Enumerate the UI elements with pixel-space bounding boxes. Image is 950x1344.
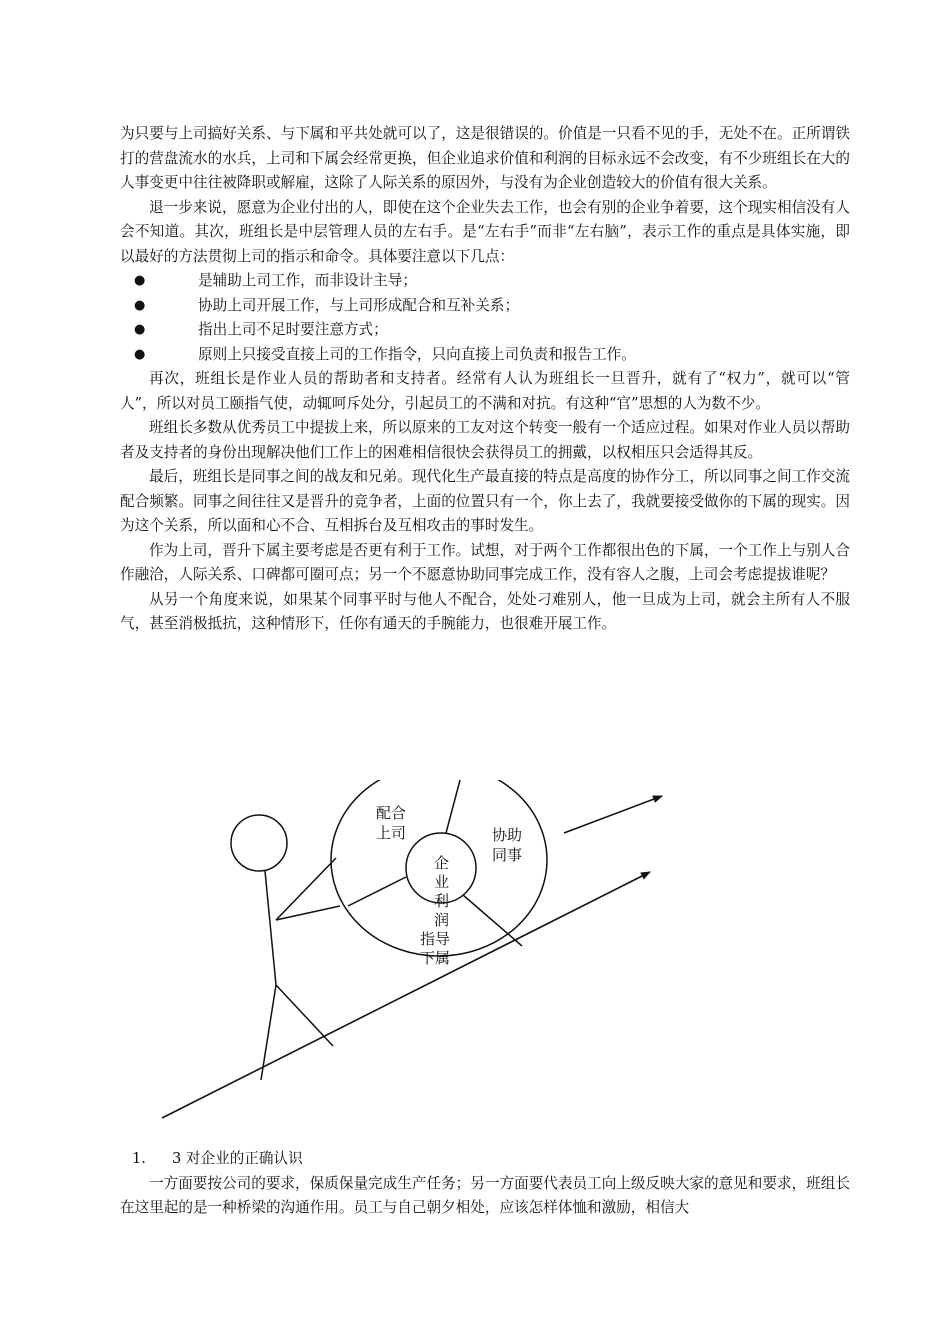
body-text-top	[120, 122, 850, 637]
paragraph: 一方面要按公司的要求，保质保量完成生产任务；另一方面要代表员工向上级反映大家的意见和要求，班组长在这里起的是一种桥梁的沟通作用。员工与自己朝夕相处，应该怎样体恤和激励，相信大	[120, 1174, 850, 1216]
paragraph: 再次，班组长是作业人员的帮助者和支持者。经常有人认为班组长一旦晋升，就有了“权力”，就可以“管人”，所以对员工颐指气使，动辄呵斥处分，引起员工的不满和对抗。有这种“官”思想的人为数不少。	[120, 370, 850, 412]
section-number: 1.	[132, 1150, 146, 1167]
stick-figure-head	[231, 815, 287, 871]
bullet-item	[120, 269, 850, 294]
wheel-divider-left	[348, 877, 406, 906]
center-label: 润	[434, 911, 450, 929]
bullet-text: 协助上司开展工作，与上司形成配合和互补关系；	[198, 296, 520, 314]
segment-label-right: 协助	[492, 826, 523, 844]
stick-figure-diagram	[150, 780, 710, 1130]
segment-label-right: 同事	[492, 846, 523, 864]
paragraph: 退一步来说，愿意为企业付出的人，即使在这个企业失去工作，也会有别的企业争着要，这个现实相信没有人会不知道。其次，班组长是中层管理人员的左右手。是“左右手”而非“左右脑”，表示工作的重点是具体实施，即以最好的方法贯彻上司的指示和命令。具体要注意以下几点：	[120, 198, 850, 265]
body-text-bottom	[120, 1147, 850, 1221]
bullet-dot-icon: ●	[134, 273, 146, 288]
segment-label-bottom: 指导	[420, 930, 451, 948]
section-heading	[120, 1147, 850, 1172]
paragraph: 从另一个角度来说，如果某个同事平时与他人不配合，处处刁难别人，他一旦成为上司，就会主所有人不服气，甚至消极抵抗，这种情形下，任你有通天的手腕能力，也很难开展工作。	[120, 590, 850, 632]
paragraph: 为只要与上司搞好关系、与下属和平共处就可以了，这是很错误的。价值是一只看不见的手，无处不在。正所谓铁打的营盘流水的水兵，上司和下属会经常更换，但企业追求价值和利润的目标永远不会改变，有不少班组长在大的人事变更中往往被降职或解雇，这除了人际关系的原因外，与没有为企业创造较大的价值有很大关系。	[120, 125, 850, 191]
slope-arrow	[162, 872, 650, 1118]
paragraph: 作为上司，晋升下属主要考虑是否更有利于工作。试想，对于两个工作都很出色的下属，一个工作上与别人合作融洽，人际关系、口碑都可圈可点；另一个不愿意协助同事完成工作，没有容人之腹，上司会考虑提拔谁呢？	[120, 541, 850, 583]
bullet-item	[120, 294, 850, 319]
segment-label-top-left: 上司	[376, 824, 407, 842]
bullet-text: 是辅助上司工作，而非设计主导；	[198, 272, 417, 289]
bullet-item	[120, 318, 850, 343]
bullet-dot-icon: ●	[134, 346, 146, 362]
segment-label-top-left: 配合	[376, 804, 407, 822]
stick-figure-arm-upper	[276, 858, 336, 920]
bullet-dot-icon: ●	[134, 297, 146, 313]
bullet-dot-icon: ●	[134, 322, 146, 337]
stick-figure-arm-lower	[276, 906, 340, 920]
stick-figure-leg-right	[276, 985, 333, 1046]
stick-figure-body	[265, 871, 276, 985]
wheel-divider-right	[463, 895, 522, 946]
bullet-item	[120, 343, 850, 368]
motion-arrow	[564, 796, 662, 833]
diagram-svg	[150, 780, 710, 1130]
center-label: 企	[434, 854, 450, 872]
wheel-divider-top	[446, 780, 464, 833]
section-title: 3 对企业的正确认识	[172, 1150, 303, 1167]
segment-label-bottom: 下属	[420, 949, 451, 967]
bullet-text: 原则上只接受直接上司的工作指令，只向直接上司负责和报告工作。	[198, 345, 636, 363]
paragraph: 最后，班组长是同事之间的战友和兄弟。现代化生产最直接的特点是高度的协作分工，所以同事之间工作交流配合频繁。同事之间往往又是晋升的竞争者，上面的位置只有一个，你上去了，我就要接受做你的下属的现实。因为这个关系，所以面和心不合、互相拆台及互相攻击的事时发生。	[120, 468, 850, 534]
stick-figure-leg-left	[261, 985, 276, 1080]
bullet-list	[120, 269, 850, 367]
center-label: 业	[434, 873, 450, 891]
paragraph: 班组长多数从优秀员工中提拔上来，所以原来的工友对这个转变一般有一个适应过程。如果对作业人员以帮助者及支持者的身份出现解决他们工作上的困难相信很快会获得员工的拥戴，以权相压只会适得其反。	[120, 419, 850, 461]
bullet-text: 指出上司不足时要注意方式；	[198, 321, 388, 338]
center-label: 利	[434, 892, 450, 910]
